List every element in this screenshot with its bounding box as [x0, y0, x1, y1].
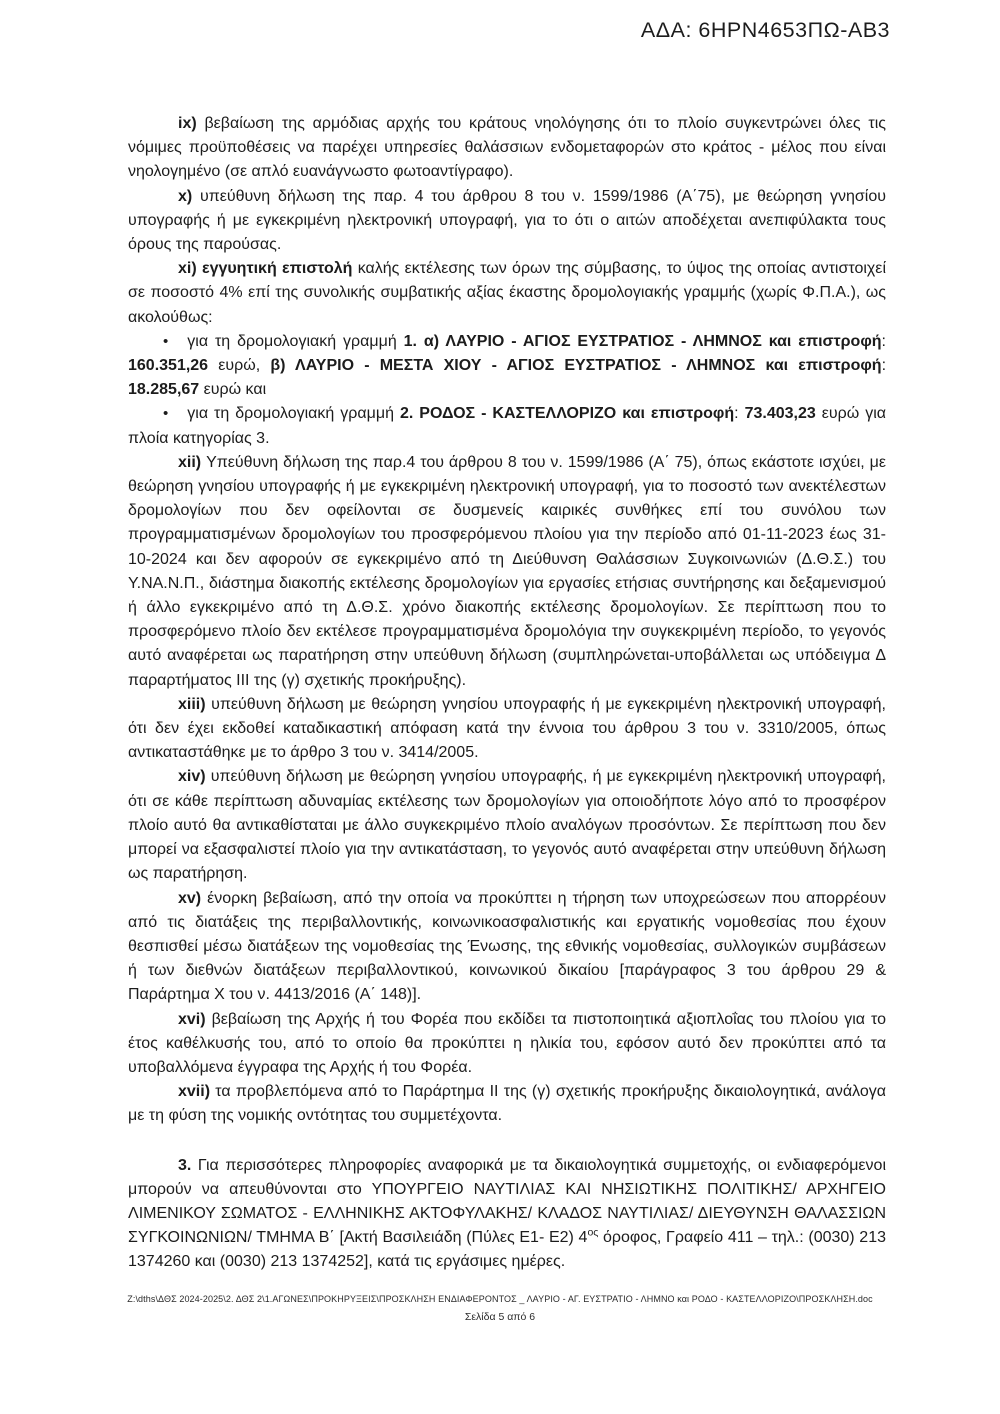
document-body	[128, 112, 886, 1272]
text-run: 3.	[178, 1156, 192, 1174]
paragraph	[128, 112, 886, 185]
text-run: :	[881, 357, 886, 375]
text-run: 1. α) ΛΑΥΡΙΟ - ΑΓΙΟΣ ΕΥΣΤΡΑΤΙΟΣ - ΛΗΜΝΟΣ και επιστροφή	[403, 332, 882, 350]
text-run: ος	[587, 1226, 599, 1239]
paragraph	[128, 765, 886, 886]
text-run: καλής εκτέλεσης των όρων της σύμβασης, το ύψος της οποίας αντιστοιχεί σε ποσοστό 4% επί της συνολικής συμβατικής αξίας έκαστης δρομολογιακής γραμμής (χωρίς Φ.Π.Α.), ως ακολούθως:	[128, 260, 886, 326]
text-run: 160.351,26	[128, 357, 209, 375]
text-run: Υπεύθυνη δήλωση της παρ.4 του άρθρου 8 του ν. 1599/1986 (Α΄ 75), όπως εκάστοτε ισχύει, με θεώρηση γνησίου υπογραφής ή με εγκεκριμένη ηλεκτρονική υπογραφή, για το ποσοστό των ανεκτέλεστων δρομολογίων που δεν οφείλονται σε δυσμενείς καιρικές συνθήκες επί του συνόλου των προγραμματισμένων δρομολογίων του προσφερόμενου πλοίου για την περίοδο από 01-11-2023 έως 31-10-2024 και δεν αφορούν σε εγκεκριμένο από τη Διεύθυνση Θαλάσσιων Συγκοινωνιών (Δ.Θ.Σ.) του Υ.ΝΑ.Ν.Π., διάστημα διακοπής εκτέλεσης δρομολογίων για εργασίες ετήσιας συντήρησης και δεξαμενισμού ή άλλο εγκεκριμένο από τη Δ.Θ.Σ. χρόνο διακοπής εκτέλεσης δρομολογίων. Σε περίπτωση που το προσφερόμενο πλοίο δεν εκτέλεσε προγραμματισμένα δρομολόγια την συγκεκριμένη περίοδο, το γεγονός αυτό αναφέρεται ως παρατήρηση στην υπεύθυνη δήλωση (συμπληρώνεται-υποβάλλεται ως υπόδειγμα Δ παραρτήματος ΙΙΙ της (γ) σχετικής προκήρυξης).	[128, 453, 886, 689]
text-run: για τη δρομολογιακή γραμμή	[187, 332, 404, 350]
text-run: ix)	[178, 115, 197, 132]
text-run: ευρώ για πλοία κατηγορίας 3.	[128, 405, 886, 447]
text-run: :	[734, 405, 745, 423]
text-run: xiii)	[178, 695, 206, 713]
text-run: βεβαίωση της αρμόδιας αρχής του κράτους νηολόγησης ότι το πλοίο συγκεντρώνει όλες τις νόμιμες προϋποθέσεις να παρέχει υπηρεσίες θαλάσσιων ενδομεταφορών στο κράτος - μέλος που είναι νηολογημένο (σε απλό ευανάγνωστο φωτοαντίγραφο).	[128, 115, 886, 181]
text-run: :	[881, 332, 886, 350]
paragraph	[128, 1080, 886, 1128]
text-run: ευρώ,	[208, 357, 271, 375]
text-run: xiv)	[178, 768, 206, 786]
paragraph	[128, 257, 886, 330]
text-run: υπεύθυνη δήλωση με θεώρηση γνησίου υπογραφής ή με εγκεκριμένη ηλεκτρονική υπογραφή, ότι δεν έχει εκδοθεί καταδικαστική απόφαση κατά την έννοια του άρθρου 3 του ν. 3310/2005, όπως αντικαταστάθηκε με το άρθρο 3 του ν. 3414/2005.	[128, 695, 886, 762]
text-run: βεβαίωση της Αρχής ή του Φορέα που εκδίδει τα πιστοποιητικά αξιοπλοΐας του πλοίου για το έτος καθέλκυσής του, από το οποίο θα προκύπτει η ηλικία του, εφόσον αυτό δεν προκύπτει από τα υποβαλλόμενα έγγραφα της Αρχής ή του Φορέα.	[128, 1010, 886, 1076]
page-footer	[0, 1294, 1000, 1323]
paragraph-spacer	[128, 1129, 886, 1154]
bullet-icon: •	[163, 332, 169, 350]
text-run: xv)	[178, 889, 202, 907]
text-run: ένορκη βεβαίωση, από την οποία να προκύπτει η τήρηση των υποχρεώσεων που απορρέουν από τις διατάξεις της περιβαλλοντικής, κοινωνικοασφαλιστικής και εργατικής νομοθεσίας που έχουν θεσπισθεί μέσω διατάξεων της νομοθεσίας της Ένωσης, της εθνικής νομοθεσίας, συλλογικών συμβάσεων ή των διεθνών διατάξεων περιβαλλοντικού, κοινωνικού δικαίου [παράγραφος 3 του άρθρου 29 & Παράρτημα Χ του ν. 4413/2016 (Α΄ 148)].	[128, 889, 886, 1004]
text-run: β) ΛΑΥΡΙΟ - ΜΕΣΤΑ ΧΙΟΥ - ΑΓΙΟΣ ΕΥΣΤΡΑΤΙΟΣ - ΛΗΜΝΟΣ και επιστροφή	[270, 357, 882, 375]
text-run: 18.285,67	[128, 381, 200, 399]
paragraph	[128, 451, 886, 693]
bullet-item	[128, 330, 886, 403]
footer-page-indicator: Σελίδα 5 από 6	[464, 1311, 536, 1323]
text-run: x)	[178, 187, 193, 205]
paragraph	[128, 185, 886, 258]
text-run: τα προβλεπόμενα από το Παράρτημα ΙΙ της (γ) σχετικής προκήρυξης δικαιολογητικά, ανάλογα με τη φύση της νομικής οντότητας του συμμετέχοντα.	[128, 1083, 886, 1125]
text-run: 73.403,23	[744, 405, 816, 423]
bullet-icon: •	[163, 405, 169, 423]
text-run: για τη δρομολογιακή γραμμή	[187, 405, 400, 423]
bullet-item	[128, 402, 886, 450]
text-run: όροφος, Γραφείο 411 – τηλ.: (0030) 213 1374260 και (0030) 213 1374252], κατά τις εργάσιμες ημέρες.	[128, 1229, 886, 1271]
text-run: xvi)	[178, 1010, 206, 1028]
paragraph	[128, 887, 886, 1008]
paragraph	[128, 693, 886, 766]
text-run: υπεύθυνη δήλωση της παρ. 4 του άρθρου 8 του ν. 1599/1986 (Α΄75), με θεώρηση γνησίου υπογραφής ή με εγκεκριμένη ηλεκτρονική υπογραφή, για το ότι ο αιτών αποδέχεται ανεπιφύλακτα τους όρους της παρούσας.	[128, 187, 886, 254]
text-run: Για περισσότερες πληροφορίες αναφορικά με τα δικαιολογητικά συμμετοχής, οι ενδιαφερόμενοι μπορούν να απευθύνονται στο ΥΠΟΥΡΓΕΙΟ ΝΑΥΤΙΛΙΑΣ ΚΑΙ ΝΗΣΙΩΤΙΚΗΣ ΠΟΛΙΤΙΚΗΣ/ ΑΡΧΗΓΕΙΟ ΛΙΜΕΝΙΚΟΥ ΣΩΜΑΤΟΣ - ΕΛΛΗΝΙΚΗΣ ΑΚΤΟΦΥΛΑΚΗΣ/ ΚΛΑΔΟΣ ΝΑΥΤΙΛΙΑΣ/ ΔΙΕΥΘΥΝΣΗ ΘΑΛΑΣΣΙΩΝ ΣΥΓΚΟΙΝΩΝΙΩΝ/ ΤΜΗΜΑ Β΄ [Ακτή Βασιλειάδη (Πύλες Ε1- Ε2) 4	[128, 1156, 886, 1247]
paragraph	[128, 1154, 886, 1272]
text-run: υπεύθυνη δήλωση με θεώρηση γνησίου υπογραφής, ή με εγκεκριμένη ηλεκτρονική υπογραφή, ότι σε κάθε περίπτωση αδυναμίας εκτέλεσης των δρομολογίων για οποιοδήποτε λόγο από το προσφέρον πλοίο αυτό θα αντικαθίσταται με άλλο συγκεκριμένο πλοίο αναλόγων προσόντων. Σε περίπτωση που δεν μπορεί να εξασφαλιστεί πλοίο για την αντικατάσταση, το γεγονός αυτό αναφέρεται στην υπεύθυνη δήλωση ως παρατήρηση.	[128, 768, 886, 883]
footer-file-path: Z:\dths\ΔΘΣ 2024-2025\2. ΔΘΣ 2\1.ΑΓΩΝΕΣ\ΠΡΟΚΗΡΥΞΕΙΣ\ΠΡΟΣΚΛΗΣΗ ΕΝΔΙΑΦΕΡΟΝΤΟΣ _ ΛΑΥΡΙΟ - ΑΓ. ΕΥΣΤΡΑΤΙΟ - ΛΗΜΝΟ και ΡΟΔΟ - ΚΑΣΤΕΛΛΟΡΙΖΟ\ΠΡΟΣΚΛΗΣΗ.doc	[127, 1294, 873, 1304]
text-run: ευρώ και	[199, 381, 267, 399]
paragraph	[128, 1008, 886, 1081]
ada-code: ΑΔΑ: 6ΗΡΝ4653ΠΩ-ΑΒ3	[640, 18, 890, 42]
text-run: 2. ΡΟΔΟΣ - ΚΑΣΤΕΛΛΟΡΙΖΟ και επιστροφή	[399, 405, 735, 423]
text-run: xi) εγγυητική επιστολή	[178, 260, 353, 278]
text-run: xvii)	[178, 1083, 211, 1101]
text-run: xii)	[178, 453, 202, 471]
